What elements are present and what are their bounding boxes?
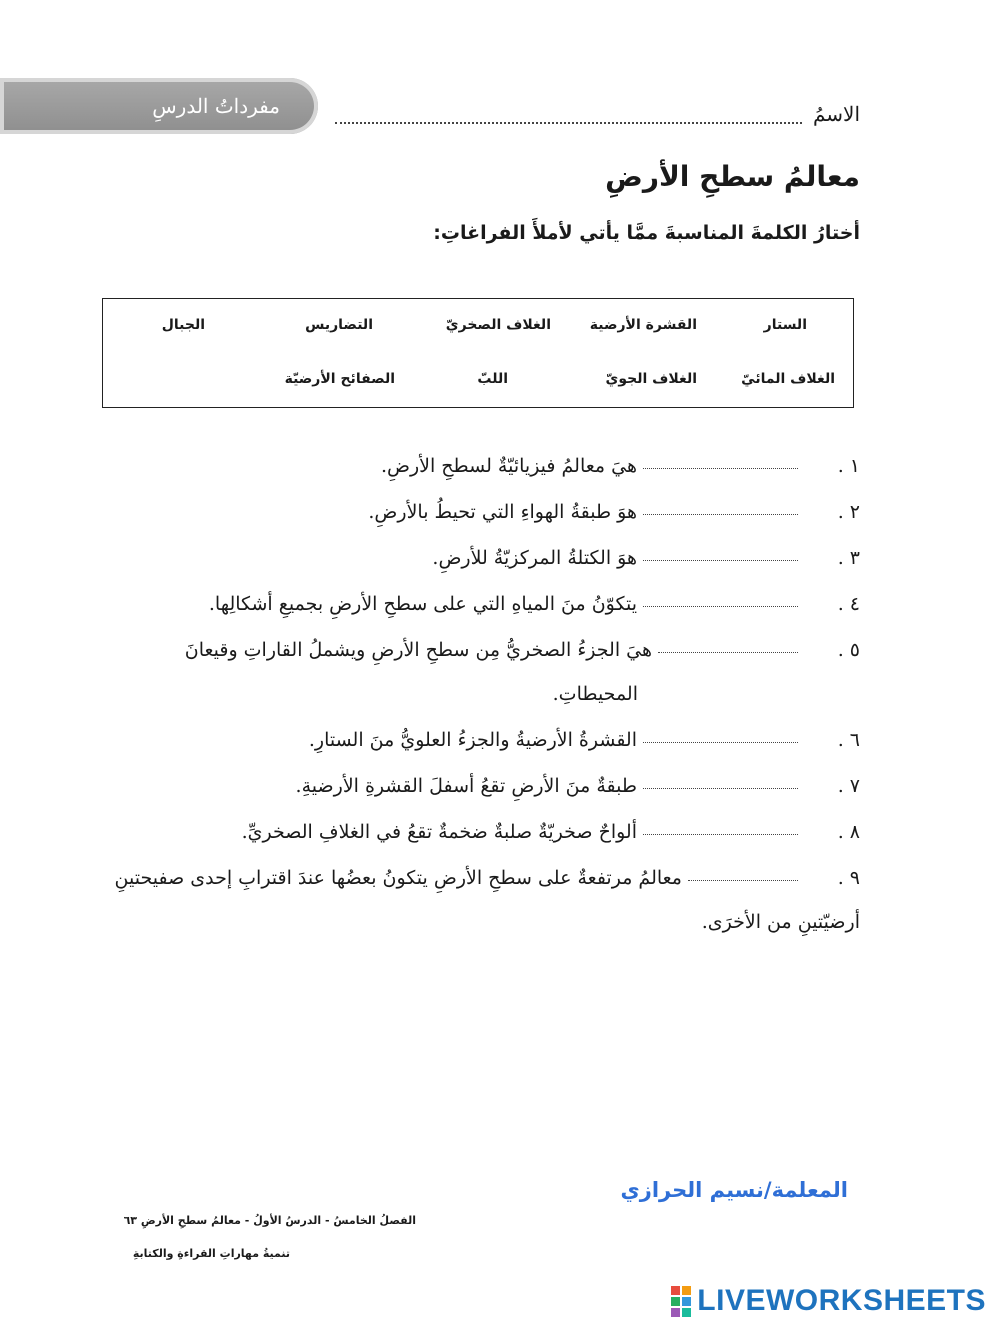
question-number: ١ . bbox=[837, 455, 860, 477]
word-bank-item: الصفائح الأرضيّة bbox=[284, 371, 395, 387]
answer-blank[interactable] bbox=[688, 880, 798, 881]
answer-blank[interactable] bbox=[643, 742, 798, 743]
answer-blank[interactable] bbox=[643, 834, 798, 835]
question-continuation: المحيطاتِ. bbox=[552, 683, 638, 705]
name-label: الاسمُ bbox=[812, 102, 860, 126]
logo-squares-icon bbox=[671, 1286, 691, 1317]
logo-square bbox=[682, 1286, 691, 1295]
question-text: هيَ الجزءُ الصخريُّ مِن سطحِ الأرضِ ويشملُ القاراتِ وقيعانَ bbox=[184, 639, 652, 661]
question-text: القشرةُ الأرضيةُ والجزءُ العلويُّ منَ الستارِ. bbox=[308, 729, 637, 751]
question-number: ٢ . bbox=[837, 501, 860, 523]
word-bank-item: التضاريس bbox=[305, 317, 373, 333]
word-bank-box bbox=[102, 298, 854, 408]
question-number: ٨ . bbox=[837, 821, 860, 843]
question-item bbox=[432, 547, 860, 569]
question-text: يتكوّنُ منَ المياهِ التي على سطحِ الأرضِ بجميعِ أشكالِها. bbox=[208, 593, 637, 615]
answer-blank[interactable] bbox=[643, 514, 798, 515]
footer-book-title: تنميةُ مهاراتِ القراءةِ والكتابةِ bbox=[132, 1247, 290, 1260]
question-item bbox=[185, 639, 860, 661]
question-item bbox=[368, 501, 860, 523]
tab-label: مفرداتُ الدرسِ bbox=[152, 94, 280, 118]
question-text: طبقةٌ منَ الأرضِ تقعُ أسفلَ القشرةِ الأرضيةِ. bbox=[295, 775, 637, 797]
question-continuation: أرضيّتينِ من الأخرَى. bbox=[701, 911, 860, 933]
teacher-name: المعلمة/نسيم الحرازي bbox=[620, 1178, 848, 1202]
instruction-text: أختارُ الكلمةَ المناسبةَ ممَّا يأتي لأملأَ الفراغاتِ: bbox=[433, 222, 860, 244]
question-number: ٤ . bbox=[837, 593, 860, 615]
answer-blank[interactable] bbox=[658, 652, 798, 653]
question-number: ٦ . bbox=[837, 729, 860, 751]
question-item bbox=[381, 455, 860, 477]
logo-square bbox=[671, 1308, 680, 1317]
footer-chapter-info: الفصلُ الخامسُ - الدرسُ الأولُ - معالمُ سطحِ الأرضِ ٦٣ bbox=[123, 1214, 416, 1227]
question-item bbox=[296, 775, 860, 797]
answer-blank[interactable] bbox=[643, 560, 798, 561]
word-bank-item: الغلاف الجويّ bbox=[605, 371, 697, 387]
question-text: معالمُ مرتفعةٌ على سطحِ الأرضِ يتكونُ بعضُها عندَ اقترابِ إحدى صفيحتينِ bbox=[114, 867, 682, 889]
logo-square bbox=[671, 1286, 680, 1295]
question-item bbox=[209, 593, 860, 615]
answer-blank[interactable] bbox=[643, 606, 798, 607]
question-text: هوَ طبقةُ الهواءِ التي تحيطُ بالأرضِ. bbox=[368, 501, 637, 523]
question-item bbox=[115, 867, 860, 889]
question-text: هوَ الكتلةُ المركزيّةُ للأرضِ. bbox=[432, 547, 637, 569]
answer-blank[interactable] bbox=[643, 468, 798, 469]
logo-square bbox=[671, 1297, 680, 1306]
logo-square bbox=[682, 1308, 691, 1317]
word-bank-item: القشرة الأرضية bbox=[589, 317, 697, 333]
word-bank-item: اللبّ bbox=[477, 371, 508, 387]
question-number: ٧ . bbox=[837, 775, 860, 797]
question-number: ٥ . bbox=[837, 639, 860, 661]
name-input-line[interactable] bbox=[335, 122, 802, 124]
word-bank-item: الغلاف المائيّ bbox=[741, 371, 835, 387]
logo-square bbox=[682, 1297, 691, 1306]
question-number: ٩ . bbox=[837, 867, 860, 889]
word-bank-item: الغلاف الصخريّ bbox=[445, 317, 551, 333]
question-item bbox=[309, 729, 860, 751]
liveworksheets-logo bbox=[671, 1284, 986, 1318]
question-number: ٣ . bbox=[837, 547, 860, 569]
name-field-row bbox=[335, 102, 860, 132]
page-title: معالمُ سطحِ الأرضِ bbox=[605, 160, 860, 193]
word-bank-item: الجبال bbox=[161, 317, 205, 333]
answer-blank[interactable] bbox=[643, 788, 798, 789]
question-item bbox=[242, 821, 860, 843]
question-text: هيَ معالمُ فيزيائيّةٌ لسطحِ الأرضِ. bbox=[380, 455, 637, 477]
lesson-vocabulary-tab bbox=[0, 78, 318, 134]
question-text: ألواحٌ صخريّةٌ صلبةٌ ضخمةٌ تقعُ في الغلافِ الصخريِّ. bbox=[241, 821, 637, 843]
logo-text: LIVEWORKSHEETS bbox=[697, 1284, 986, 1317]
word-bank-item: الستار bbox=[763, 317, 807, 333]
